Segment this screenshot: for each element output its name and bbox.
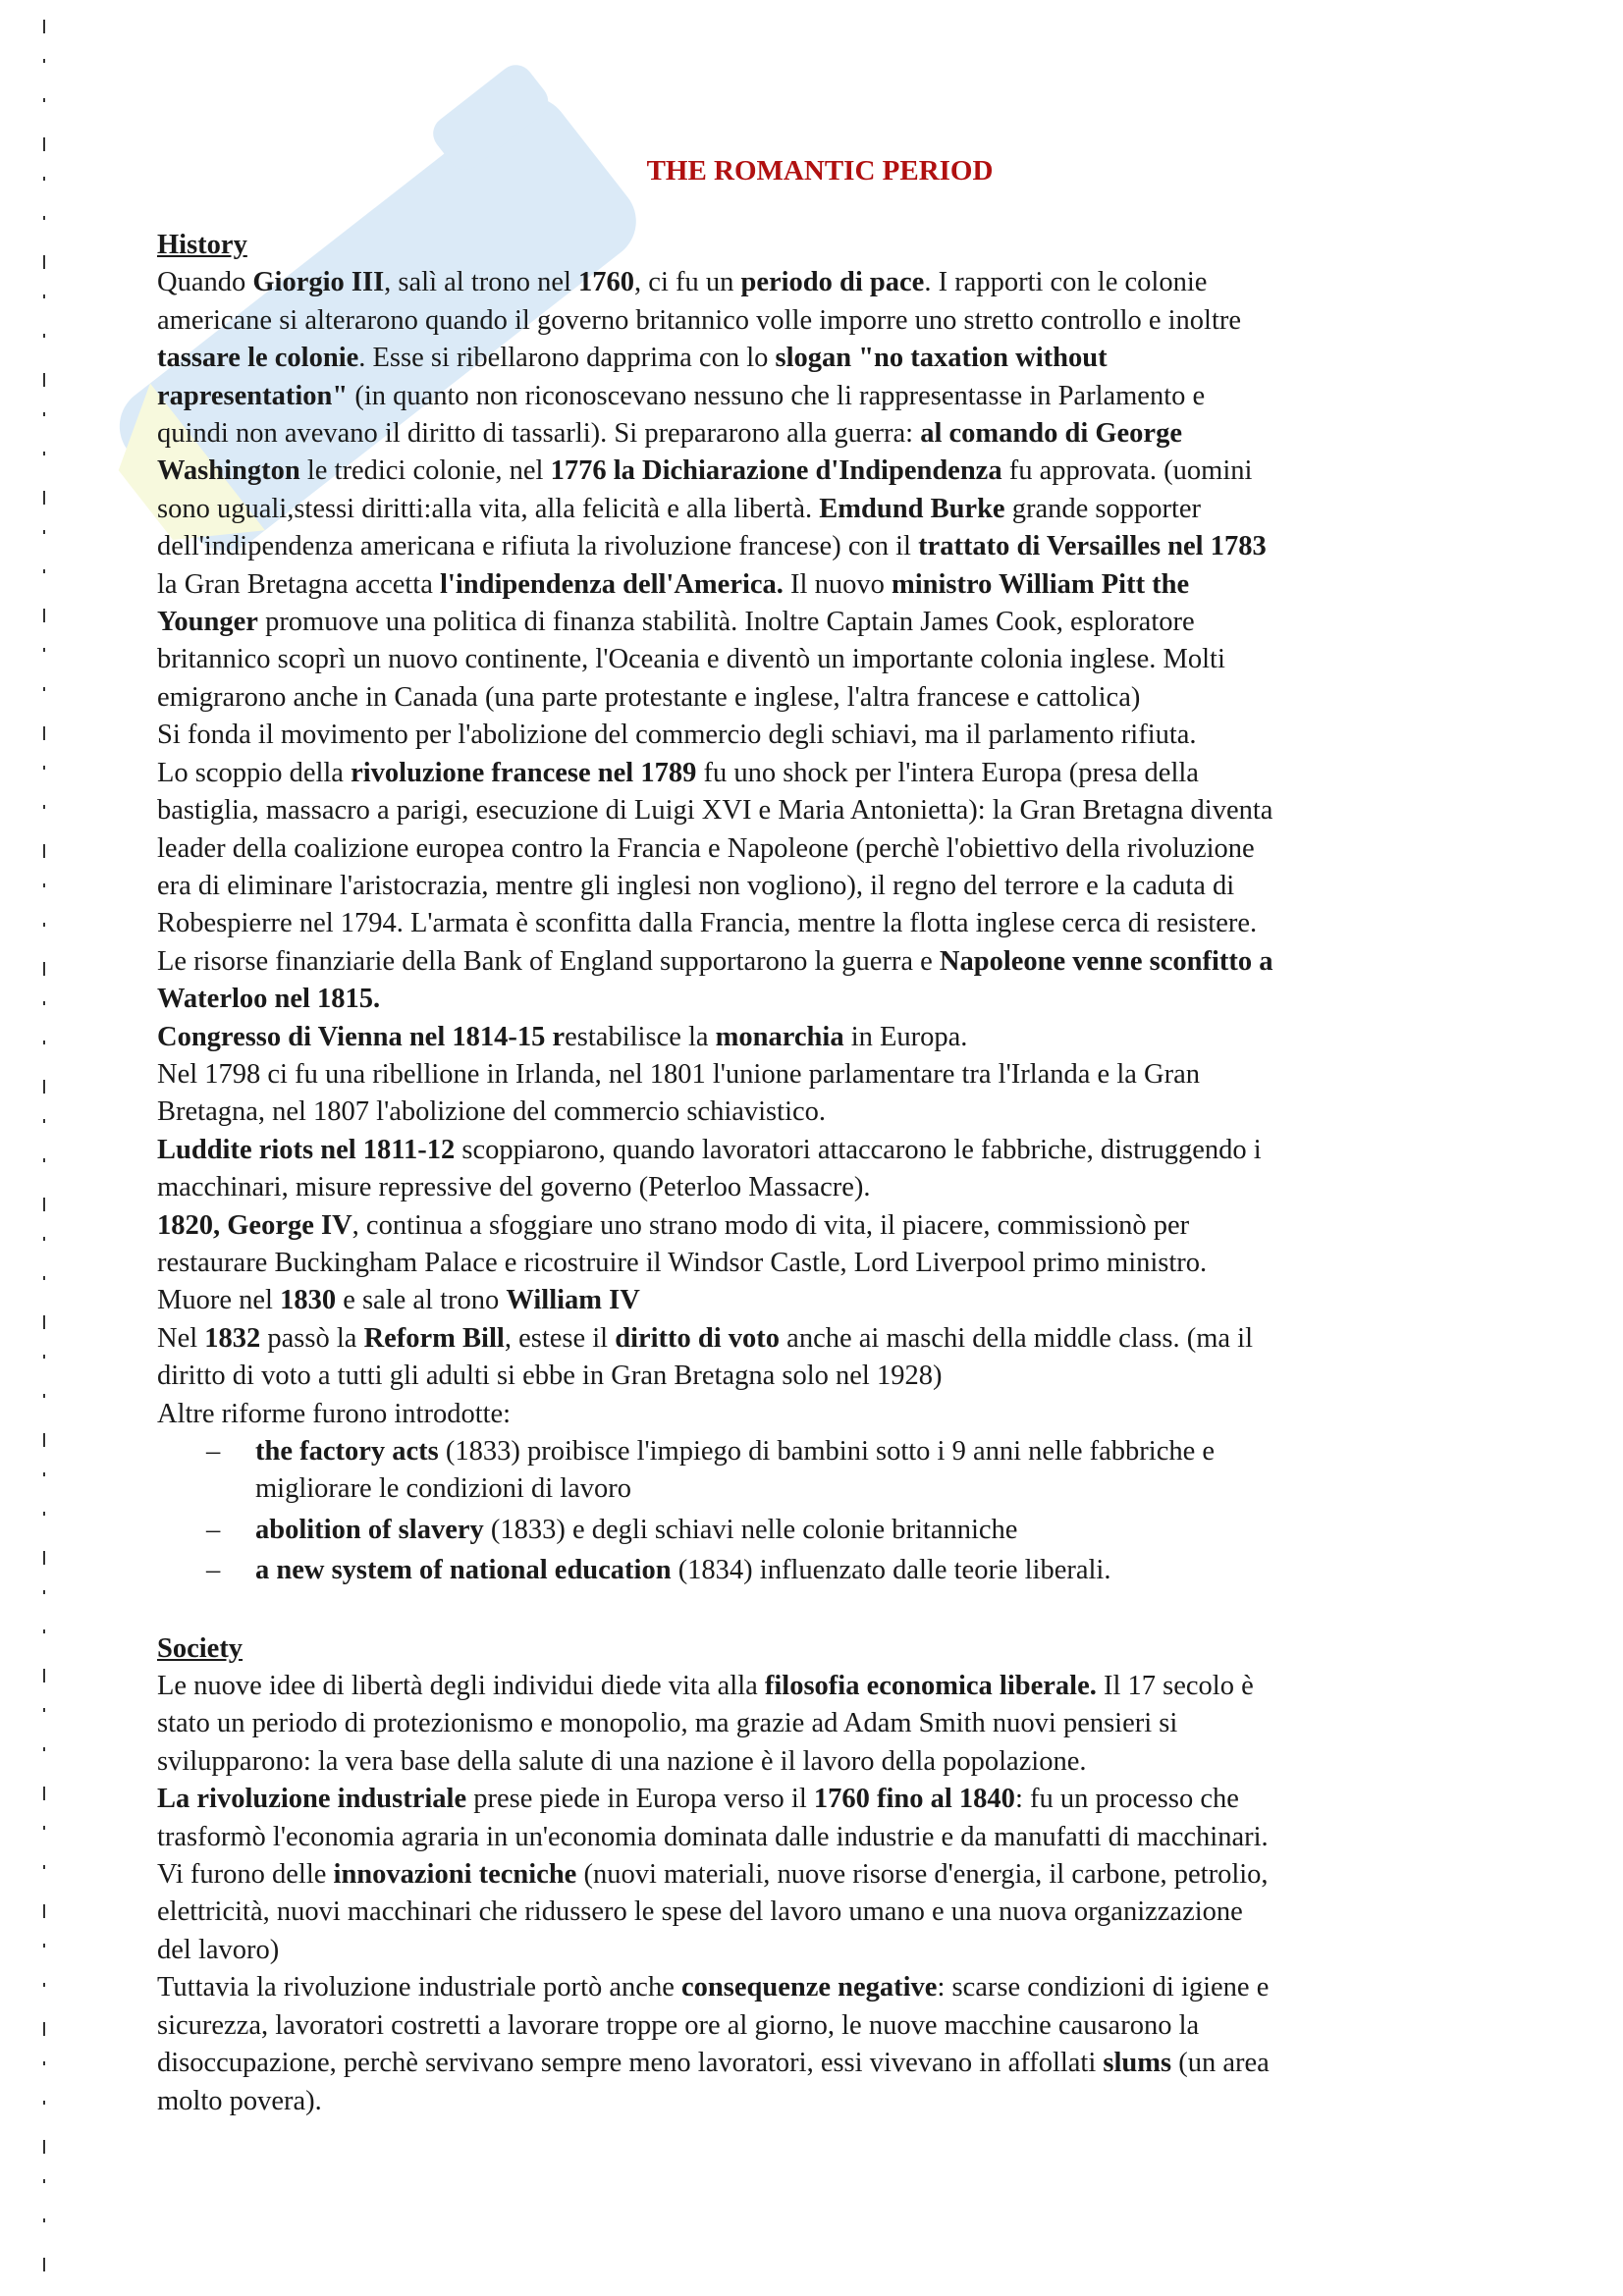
- text-line: abolition of slavery (1833) e degli schiavi nelle colonie britanniche: [255, 1514, 1018, 1545]
- bold-text: 1832: [204, 1322, 261, 1354]
- text-line: Bretagna, nel 1807 l'abolizione del commercio schiavistico.: [157, 1096, 827, 1128]
- text-line: elettricità, nuovi macchinari che ridussero le spese del lavoro umano e una nuova organizzazione: [157, 1896, 1243, 1928]
- text-line: stato un periodo di protezionismo e monopolio, ma grazie ad Adam Smith nuovi pensieri si: [157, 1708, 1178, 1739]
- page-title: THE ROMANTIC PERIOD: [646, 155, 994, 187]
- text-line: disoccupazione, perchè servivano sempre meno lavoratori, essi vivevano in affollati slums (un area: [157, 2048, 1270, 2079]
- text-line: Altre riforme furono introdotte:: [157, 1398, 512, 1429]
- bold-text: tassare le colonie: [157, 343, 359, 374]
- text-line: a new system of national education (1834) influenzato dalle teorie liberali.: [255, 1555, 1111, 1586]
- text-line: Nel 1832 passò la Reform Bill, estese il diritto di voto anche ai maschi della middle class. (ma il: [157, 1322, 1254, 1354]
- bold-text: rapresentation": [157, 380, 349, 411]
- text-line: diritto di voto a tutti gli adulti si ebbe in Gran Bretagna solo nel 1928): [157, 1361, 943, 1392]
- bold-text: Luddite riots nel 1811-12: [157, 1134, 456, 1165]
- text-line: leader della coalizione europea contro la Francia e Napoleone (perchè l'obiettivo della rivoluzione: [157, 832, 1255, 864]
- text-line: era di eliminare l'aristocrazia, mentre gli inglesi non vogliono), il regno del terrore e la caduta di: [157, 870, 1235, 901]
- bold-text: Waterloo nel 1815.: [157, 984, 381, 1015]
- text-line: dell'indipendenza americana e rifiuta la rivoluzione francese) con il trattato di Versailles nel 1783: [157, 531, 1267, 562]
- dash-bullet-icon: –: [206, 1555, 221, 1586]
- society-text: [157, 1668, 1483, 2120]
- history-text: [157, 264, 1483, 1433]
- bold-text: Washington: [157, 455, 300, 487]
- text-line: restaurare Buckingham Palace e ricostruire il Windsor Castle, Lord Liverpool primo ministro.: [157, 1247, 1208, 1278]
- text-line: molto povera).: [157, 2085, 322, 2116]
- text-line: Younger promuove una politica di finanza stabilità. Inoltre Captain James Cook, esploratore: [157, 607, 1195, 638]
- bold-text: William IV: [506, 1285, 640, 1316]
- text-line: Luddite riots nel 1811-12 scoppiarono, quando lavoratori attaccarono le fabbriche, distruggendo i: [157, 1134, 1262, 1165]
- bold-text: 1830: [280, 1285, 337, 1316]
- text-line: Nel 1798 ci fu una ribellione in Irlanda, nel 1801 l'unione parlamentare tra l'Irlanda e la Gran: [157, 1058, 1200, 1090]
- text-line: Le risorse finanziarie della Bank of England supportarono la guerra e Napoleone venne sconfitto a: [157, 945, 1273, 977]
- text-line: Vi furono delle innovazioni tecniche (nuovi materiali, nuove risorse d'energia, il carbone, petrolio,: [157, 1859, 1269, 1891]
- document-body: [157, 152, 1483, 2120]
- text-line: macchinari, misure repressive del governo (Peterloo Massacre).: [157, 1172, 871, 1203]
- text-line: Si fonda il movimento per l'abolizione del commercio degli schiavi, ma il parlamento rifiuta.: [157, 720, 1197, 751]
- dash-bullet-icon: –: [206, 1436, 221, 1467]
- bold-text: 1776 la Dichiarazione d'Indipendenza: [550, 455, 1002, 487]
- text-line: the factory acts (1833) proibisce l'impiego di bambini sotto i 9 anni nelle fabbriche e: [255, 1436, 1216, 1467]
- text-line: americane si alterarono quando il governo britannico volle imporre uno stretto controllo e inoltre: [157, 304, 1242, 336]
- text-line: La rivoluzione industriale prese piede in Europa verso il 1760 fino al 1840: fu un processo che: [157, 1784, 1239, 1815]
- text-line: emigrarono anche in Canada (una parte protestante e inglese, l'altra francese e cattolica): [157, 681, 1141, 713]
- page-edge-marks: [0, 0, 59, 2296]
- bold-text: ministro William Pitt the: [891, 568, 1190, 600]
- bold-text: Giorgio III: [252, 267, 385, 298]
- text-line: Robespierre nel 1794. L'armata è sconfitta dalla Francia, mentre la flotta inglese cerca di resistere.: [157, 908, 1258, 939]
- text-line: [157, 981, 1483, 1018]
- text-line: sicurezza, lavoratori costretti a lavorare troppe ore al giorno, le nuove macchine causarono la: [157, 2009, 1200, 2041]
- bold-text: Younger: [157, 607, 258, 638]
- bold-text: diritto di voto: [615, 1322, 781, 1354]
- bold-text: monarchia: [715, 1021, 844, 1052]
- text-line: Muore nel 1830 e sale al trono William IV: [157, 1285, 640, 1316]
- dash-bullet-icon: –: [206, 1514, 221, 1545]
- text-line: svilupparono: la vera base della salute di una nazione è il lavoro della popolazione.: [157, 1745, 1087, 1777]
- list-item: [157, 1433, 1483, 1509]
- section-heading-history: History: [157, 230, 247, 260]
- bold-text: slums: [1103, 2048, 1172, 2079]
- bold-text: a new system of national education: [255, 1555, 672, 1586]
- section-heading-society: Society: [157, 1632, 243, 1664]
- text-line: rapresentation" (in quanto non riconoscevano nessuno che li rappresentasse in Parlamento e: [157, 380, 1206, 411]
- bold-text: rivoluzione francese nel 1789: [351, 757, 697, 788]
- bold-text: innovazioni tecniche: [333, 1859, 577, 1891]
- text-line: Quando Giorgio III, salì al trono nel 1760, ci fu un periodo di pace. I rapporti con le colonie: [157, 267, 1208, 298]
- bold-text: consequenze negative: [681, 1972, 938, 2003]
- bold-text: La rivoluzione industriale: [157, 1784, 467, 1815]
- bold-text: l'indipendenza dell'America.: [440, 568, 784, 600]
- text-line: Tuttavia la rivoluzione industriale portò anche consequenze negative: scarse condizioni di igiene e: [157, 1972, 1270, 2003]
- text-line: tassare le colonie. Esse si ribellarono dapprima con lo slogan "no taxation without: [157, 343, 1108, 374]
- text-line: Le nuove idee di libertà degli individui diede vita alla filosofia economica liberale. Il 17 secolo è: [157, 1671, 1254, 1702]
- bold-text: 1820, George IV: [157, 1209, 352, 1241]
- text-line: del lavoro): [157, 1934, 280, 1965]
- bold-text: filosofia economica liberale.: [764, 1671, 1097, 1702]
- bold-text: Reform Bill: [363, 1322, 505, 1354]
- text-line: bastiglia, massacro a parigi, esecuzione di Luigi XVI e Maria Antonietta): la Gran Bretagna diventa: [157, 795, 1273, 827]
- text-line: 1820, George IV, continua a sfoggiare uno strano modo di vita, il piacere, commissionò per: [157, 1209, 1190, 1241]
- text-line: migliorare le condizioni di lavoro: [255, 1473, 632, 1505]
- text-line: Lo scoppio della rivoluzione francese nel 1789 fu uno shock per l'intera Europa (presa della: [157, 757, 1199, 788]
- text-line: quindi non avevano il diritto di tassarli). Si prepararono alla guerra: al comando di George: [157, 418, 1182, 450]
- bold-text: periodo di pace: [740, 267, 925, 298]
- text-line: britannico scoprì un nuovo continente, l'Oceania e diventò un importante colonia inglese. Molti: [157, 644, 1225, 675]
- bold-text: Napoleone venne sconfitto a: [939, 945, 1273, 977]
- text-line: trasformò l'economia agraria in un'economia dominata dalle industrie e da manufatti di macchinari.: [157, 1821, 1269, 1852]
- text-line: la Gran Bretagna accetta l'indipendenza dell'America. Il nuovo ministro William Pitt the: [157, 568, 1190, 600]
- bold-text: al comando di George: [920, 418, 1182, 450]
- text-line: sono uguali,stessi diritti:alla vita, alla felicità e alla libertà. Emdund Burke grande sopporter: [157, 493, 1202, 524]
- list-item: [157, 1512, 1483, 1549]
- bold-text: Emdund Burke: [819, 493, 1005, 524]
- bold-text: 1760: [578, 267, 635, 298]
- bold-text: Congresso di Vienna nel 1814-15 r: [157, 1021, 566, 1052]
- text-line: Washington le tredici colonie, nel 1776 la Dichiarazione d'Indipendenza fu approvata. (uomini: [157, 455, 1253, 487]
- bold-text: slogan "no taxation without: [775, 343, 1108, 374]
- text-line: Congresso di Vienna nel 1814-15 restabilisce la monarchia in Europa.: [157, 1021, 968, 1052]
- bold-text: abolition of slavery: [255, 1514, 484, 1545]
- bold-text: 1760 fino al 1840: [813, 1784, 1015, 1815]
- list-item: [157, 1552, 1483, 1589]
- bold-text: the factory acts: [255, 1436, 439, 1467]
- reforms-list: [157, 1433, 1483, 1590]
- bold-text: trattato di Versailles nel 1783: [918, 531, 1267, 562]
